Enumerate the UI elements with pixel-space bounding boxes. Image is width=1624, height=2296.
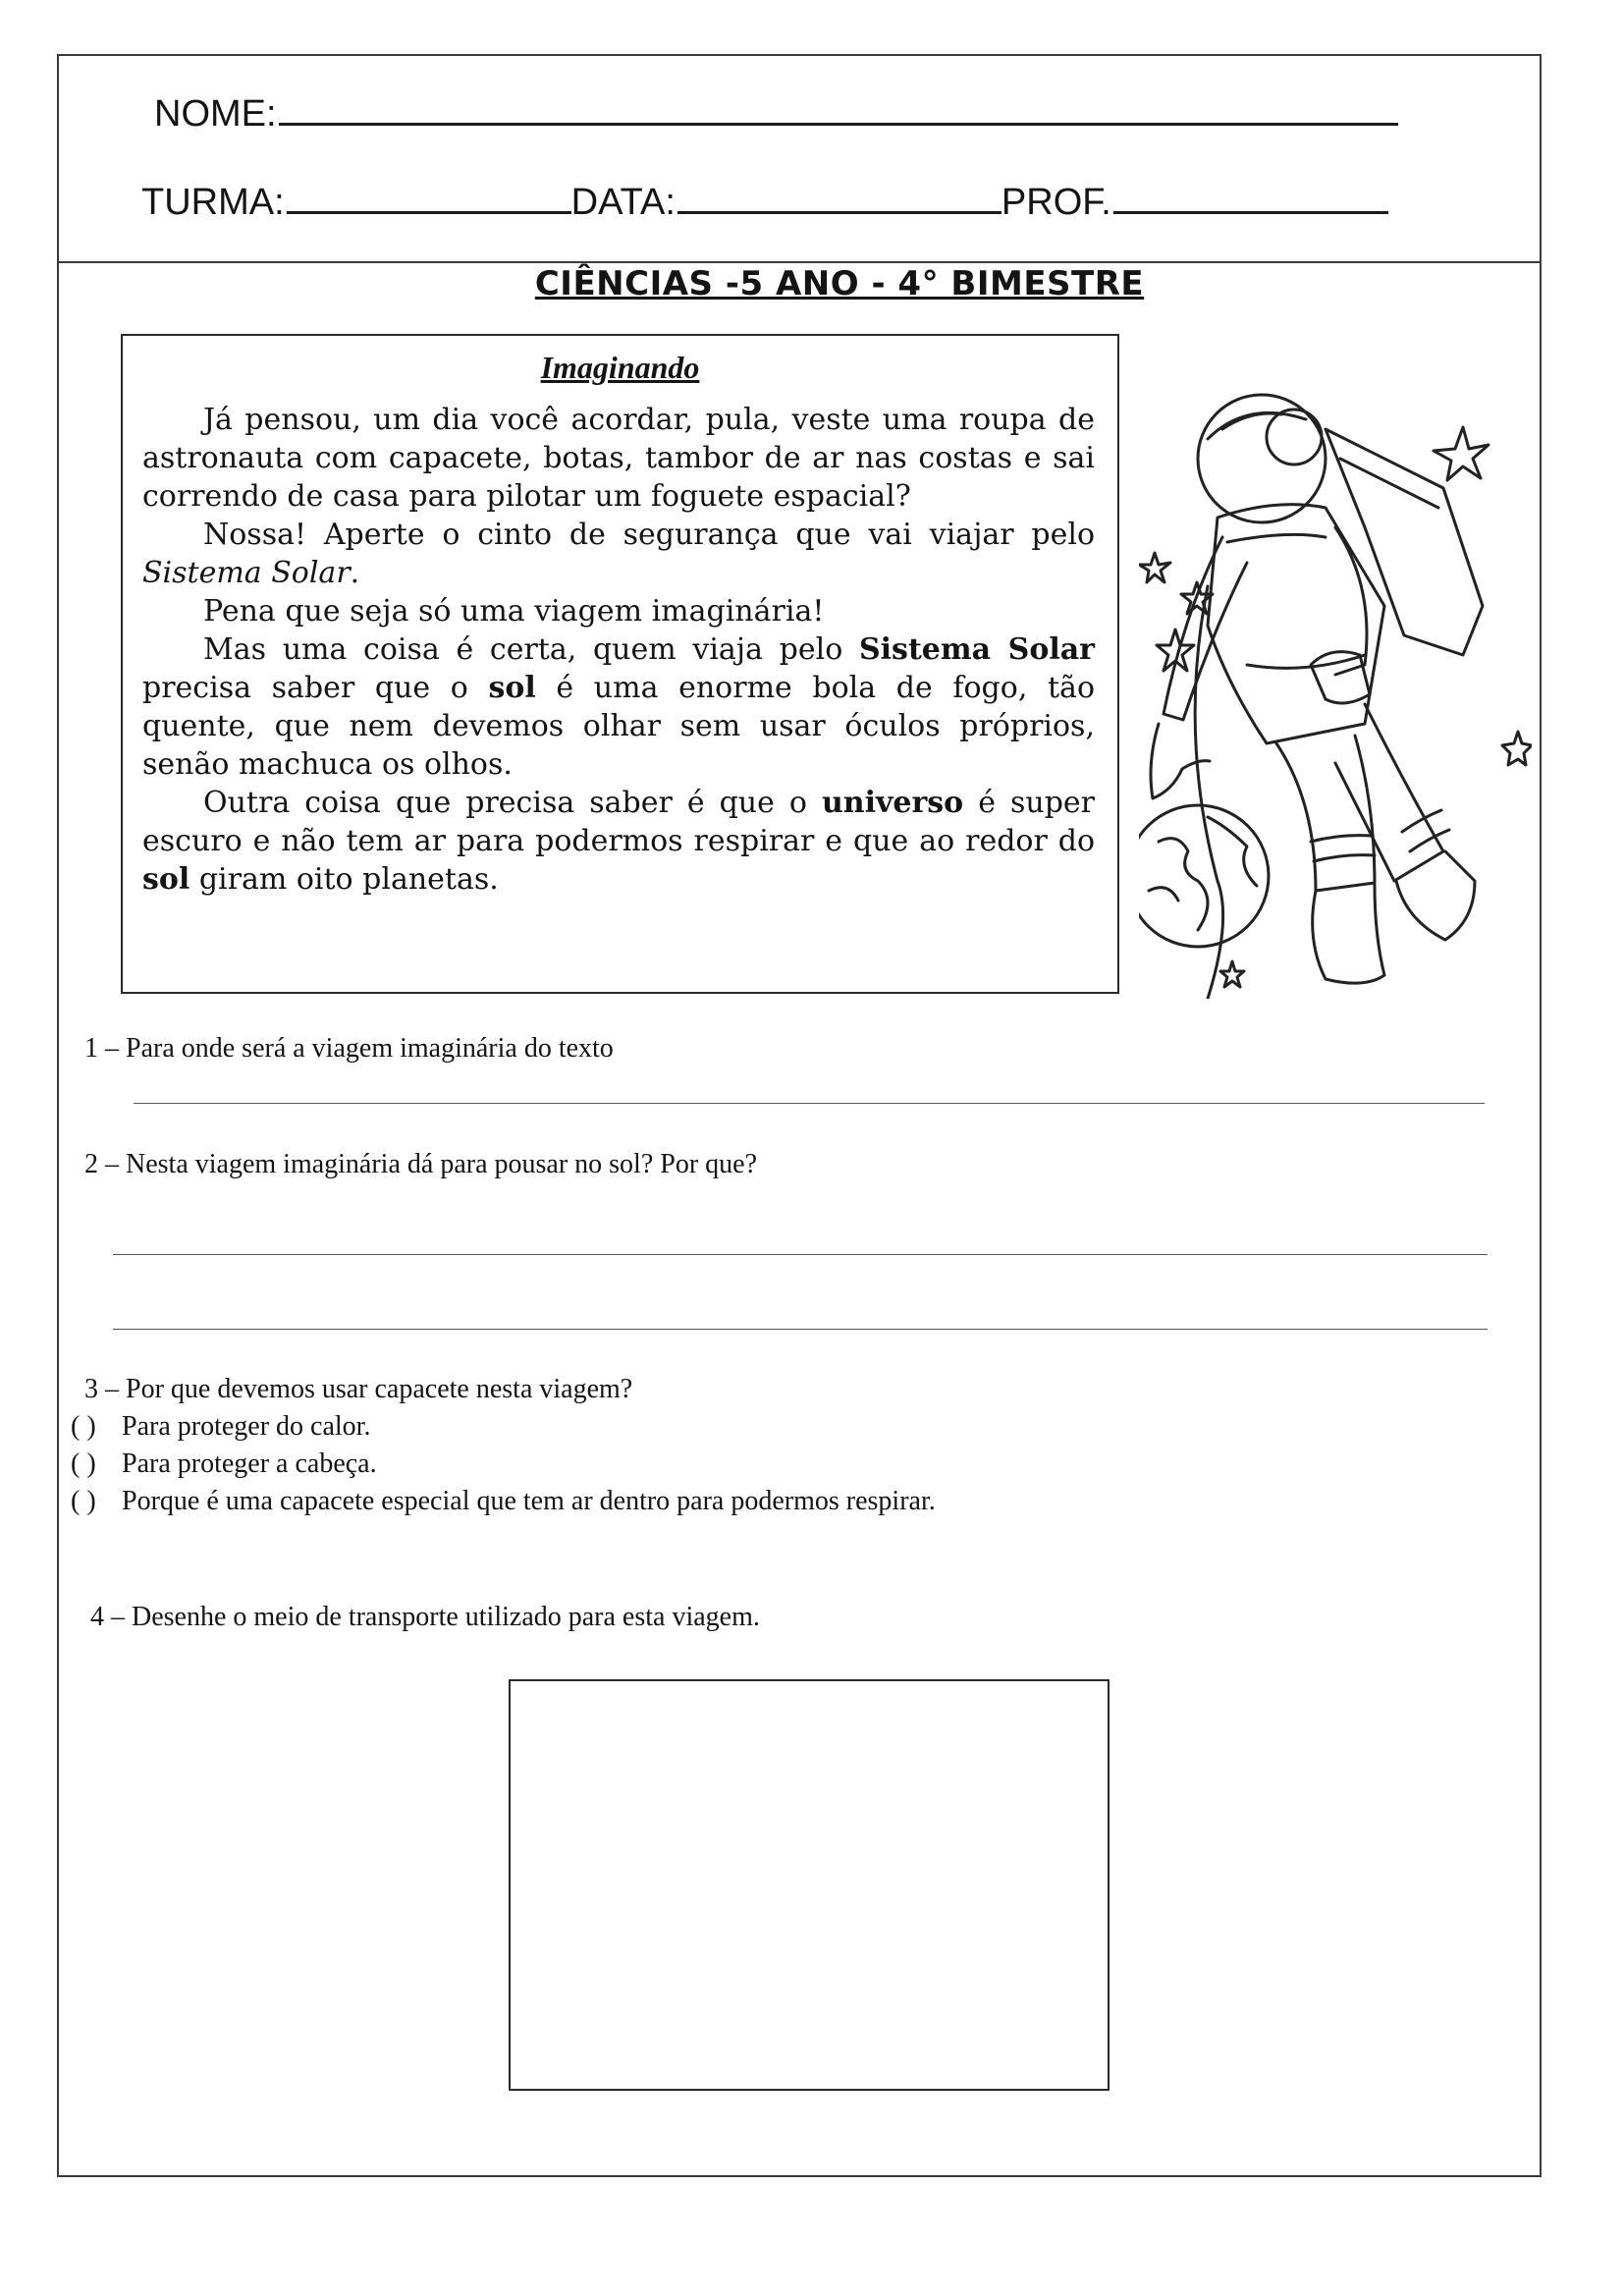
reading-title: Imaginando xyxy=(540,350,700,385)
reading-paragraph: Outra coisa que precisa saber é que o universo é super escuro e não tem ar para podermos respirar e que ao redor do sol giram oito planetas. xyxy=(142,786,1095,897)
reading-paragraph: Nossa! Aperte o cinto de segurança que vai viajar pelo Sistema Solar. xyxy=(142,518,1095,590)
star-icon xyxy=(1434,427,1489,480)
class-blank[interactable] xyxy=(287,210,571,214)
star-icon xyxy=(1220,961,1244,987)
answer-line[interactable] xyxy=(113,1254,1488,1255)
student-info-header xyxy=(59,56,1540,263)
subject-title: CIÊNCIAS -5 ANO - 4° BIMESTRE xyxy=(534,264,1145,303)
reading-paragraph: Já pensou, um dia você acordar, pula, veste uma roupa de astronauta com capacete, botas, tambor de ar nas costas e sai correndo de casa para pilotar um foguete espacial? xyxy=(142,403,1095,514)
name-blank[interactable] xyxy=(279,122,1398,126)
option-checkbox[interactable]: ( ) Para proteger a cabeça. xyxy=(71,1449,377,1479)
reading-text-box xyxy=(121,334,1119,994)
teacher-label: PROF. xyxy=(1001,182,1111,223)
reading-paragraph: Pena que seja só uma viagem imaginária! xyxy=(203,594,825,629)
teacher-blank[interactable] xyxy=(1113,210,1388,214)
question-4-text: 4 – Desenhe o meio de transporte utilizado para esta viagem. xyxy=(90,1602,760,1632)
question-2-text: 2 – Nesta viagem imaginária dá para pousar no sol? Por que? xyxy=(84,1149,758,1179)
question-1-text: 1 – Para onde será a viagem imaginária do texto xyxy=(84,1033,614,1064)
option-checkbox[interactable]: ( ) Para proteger do calor. xyxy=(71,1411,371,1442)
drawing-box[interactable] xyxy=(509,1679,1110,2091)
answer-line[interactable] xyxy=(113,1329,1488,1330)
class-label: TURMA: xyxy=(141,182,285,223)
reading-body xyxy=(142,401,1095,899)
name-label: NOME: xyxy=(154,93,277,135)
date-blank[interactable] xyxy=(677,210,1001,214)
answer-line[interactable] xyxy=(134,1103,1485,1104)
date-label: DATA: xyxy=(570,182,676,223)
question-3-text: 3 – Por que devemos usar capacete nesta viagem? xyxy=(84,1374,633,1404)
name-row xyxy=(154,93,1398,136)
class-date-teacher-row xyxy=(141,182,1388,224)
star-icon xyxy=(1139,553,1170,582)
astronaut-illustration xyxy=(1139,370,1532,999)
option-checkbox[interactable]: ( ) Porque é uma capacete especial que tem ar dentro para podermos respirar. xyxy=(71,1486,936,1516)
star-icon xyxy=(1502,732,1532,765)
reading-paragraph: Mas uma coisa é certa, quem viaja pelo Sistema Solar precisa saber que o sol é uma enorme bola de fogo, tão quente, que nem devemos olhar sem usar óculos próprios, senão machuca os olhos. xyxy=(142,632,1096,782)
